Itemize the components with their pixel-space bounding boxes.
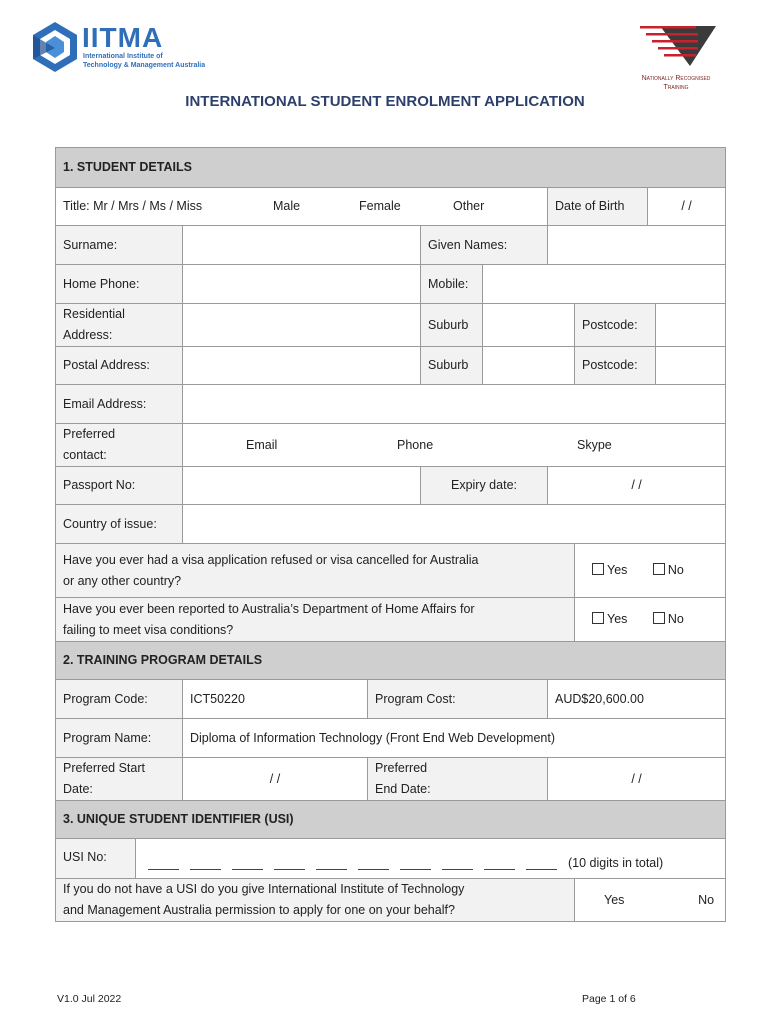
email-address-label: Email Address: (56, 385, 183, 424)
postal-suburb-label: Suburb (421, 347, 483, 385)
mobile-field[interactable] (483, 265, 726, 304)
residential-address-label (56, 304, 183, 347)
checkbox-icon (653, 563, 665, 575)
given-names-label: Given Names: (421, 226, 548, 265)
program-code-label: Program Code: (56, 680, 183, 719)
enrolment-form (55, 147, 726, 922)
visa-reported-yes[interactable] (592, 612, 627, 626)
preferred-start-label (56, 758, 183, 801)
residential-postcode-label: Postcode: (575, 304, 656, 347)
section-3-heading: 3. UNIQUE STUDENT IDENTIFIER (USI) (56, 801, 726, 839)
no-label: No (667, 612, 684, 626)
visa-refused-answer (575, 544, 726, 598)
preferred-label-line2: contact: (63, 448, 107, 462)
residential-label-line2: Address: (63, 328, 113, 342)
section-1-heading: 1. STUDENT DETAILS (56, 148, 726, 188)
start-label-line1: Preferred Start (63, 761, 145, 775)
logo-line-2: Technology & Management Australia (83, 62, 206, 69)
surname-field[interactable] (183, 226, 421, 265)
visa-reported-no[interactable] (653, 612, 684, 626)
title-gender-row (56, 188, 548, 226)
contact-phone-option[interactable]: Phone (397, 437, 434, 452)
usi-label: USI No: (56, 839, 136, 878)
home-phone-field[interactable] (183, 265, 421, 304)
usi-digit-8[interactable] (442, 859, 473, 870)
expiry-date-field[interactable]: / / (548, 467, 726, 505)
usi-digit-9[interactable] (484, 859, 515, 870)
usi-permission-line2: and Management Australia permission to apply for one on your behalf? (63, 903, 455, 917)
preferred-contact-label (56, 424, 183, 467)
contact-email-option[interactable]: Email (246, 437, 278, 452)
usi-permission-question (56, 879, 575, 922)
end-label-line2: End Date: (375, 782, 431, 796)
visa-refused-line2: or any other country? (63, 573, 182, 588)
visa-refused-question (56, 544, 575, 598)
visa-reported-line1: Have you ever been reported to Australia’s Department of Home Affairs for (63, 601, 475, 616)
usi-row (56, 839, 726, 879)
country-issue-field[interactable] (183, 505, 726, 544)
page-title: INTERNATIONAL STUDENT ENROLMENT APPLICATION (185, 93, 585, 110)
email-address-field[interactable] (183, 385, 726, 424)
usi-digit-5[interactable] (316, 859, 347, 870)
footer-page-number: Page 1 of 6 (582, 993, 636, 1005)
program-cost-value[interactable]: AUD$20,600.00 (548, 680, 726, 719)
iitma-emblem-icon (30, 20, 80, 74)
program-name-label: Program Name: (56, 719, 183, 758)
residential-label-line1: Residential (63, 307, 125, 321)
nrt-triangle-icon (638, 22, 718, 68)
program-cost-label: Program Cost: (368, 680, 548, 719)
program-name-value[interactable]: Diploma of Information Technology (Front End Web Development) (183, 719, 726, 758)
expiry-date-label: Expiry date: (421, 467, 548, 505)
usi-permission-answer (575, 879, 726, 922)
visa-refused-line1: Have you ever had a visa application refused or visa cancelled for Australia (63, 552, 479, 567)
nrt-line-1: Nationally Recognised (641, 75, 711, 82)
passport-field[interactable] (183, 467, 421, 505)
residential-suburb-label: Suburb (421, 304, 483, 347)
postal-postcode-label: Postcode: (575, 347, 656, 385)
usi-digit-3[interactable] (232, 859, 263, 870)
usi-permission-yes[interactable]: Yes (604, 892, 625, 907)
yes-label: Yes (607, 612, 628, 626)
visa-reported-answer (575, 598, 726, 642)
nrt-line-2: Training (663, 84, 689, 91)
footer-version: V1.0 Jul 2022 (57, 993, 122, 1005)
checkbox-icon (592, 563, 604, 575)
preferred-end-field[interactable]: / / (548, 758, 726, 801)
postal-address-label: Postal Address: (56, 347, 183, 385)
visa-refused-no[interactable] (653, 563, 684, 577)
residential-address-field[interactable] (183, 304, 421, 347)
dob-field[interactable]: / / (648, 188, 726, 226)
country-issue-label: Country of issue: (56, 505, 183, 544)
gender-male[interactable]: Male (273, 199, 301, 213)
visa-refused-yes[interactable] (592, 563, 627, 577)
contact-skype-option[interactable]: Skype (577, 437, 612, 452)
mobile-label: Mobile: (421, 265, 483, 304)
gender-female[interactable]: Female (359, 199, 401, 213)
checkbox-icon (653, 612, 665, 624)
usi-digit-6[interactable] (358, 859, 389, 870)
iitma-logo (30, 20, 230, 78)
logo-name: IITMA (82, 22, 164, 53)
usi-hint: (10 digits in total) (568, 856, 664, 870)
nrt-logo (622, 22, 730, 94)
residential-postcode-field[interactable] (656, 304, 726, 347)
usi-digit-10[interactable] (526, 859, 557, 870)
section-2-heading: 2. TRAINING PROGRAM DETAILS (56, 642, 726, 680)
end-label-line1: Preferred (375, 761, 428, 775)
preferred-contact-options (183, 424, 726, 467)
preferred-label-line1: Preferred (63, 427, 116, 441)
start-label-line2: Date: (63, 782, 93, 796)
dob-label: Date of Birth (548, 188, 648, 226)
preferred-end-label (368, 758, 548, 801)
residential-suburb-field[interactable] (483, 304, 575, 347)
title-label[interactable]: Title: Mr / Mrs / Ms / Miss (63, 199, 203, 213)
usi-digit-4[interactable] (274, 859, 305, 870)
checkbox-icon (592, 612, 604, 624)
postal-postcode-field[interactable] (656, 347, 726, 385)
postal-suburb-field[interactable] (483, 347, 575, 385)
given-names-field[interactable] (548, 226, 726, 265)
logo-line-1: International Institute of (83, 53, 163, 60)
program-code-value[interactable]: ICT50220 (183, 680, 368, 719)
visa-reported-line2: failing to meet visa conditions? (63, 622, 234, 637)
usi-digit-7[interactable] (400, 859, 431, 870)
postal-address-field[interactable] (183, 347, 421, 385)
home-phone-label: Home Phone: (56, 265, 183, 304)
no-label: No (667, 563, 684, 577)
usi-digit-1[interactable] (148, 859, 179, 870)
visa-reported-question (56, 598, 575, 642)
preferred-start-field[interactable]: / / (183, 758, 368, 801)
surname-label: Surname: (56, 226, 183, 265)
usi-permission-line1: If you do not have a USI do you give International Institute of Technology (63, 882, 465, 896)
yes-label: Yes (607, 563, 628, 577)
usi-permission-no[interactable]: No (698, 892, 715, 907)
passport-label: Passport No: (56, 467, 183, 505)
usi-digit-field[interactable] (136, 839, 568, 878)
gender-other[interactable]: Other (453, 199, 485, 213)
usi-digit-2[interactable] (190, 859, 221, 870)
